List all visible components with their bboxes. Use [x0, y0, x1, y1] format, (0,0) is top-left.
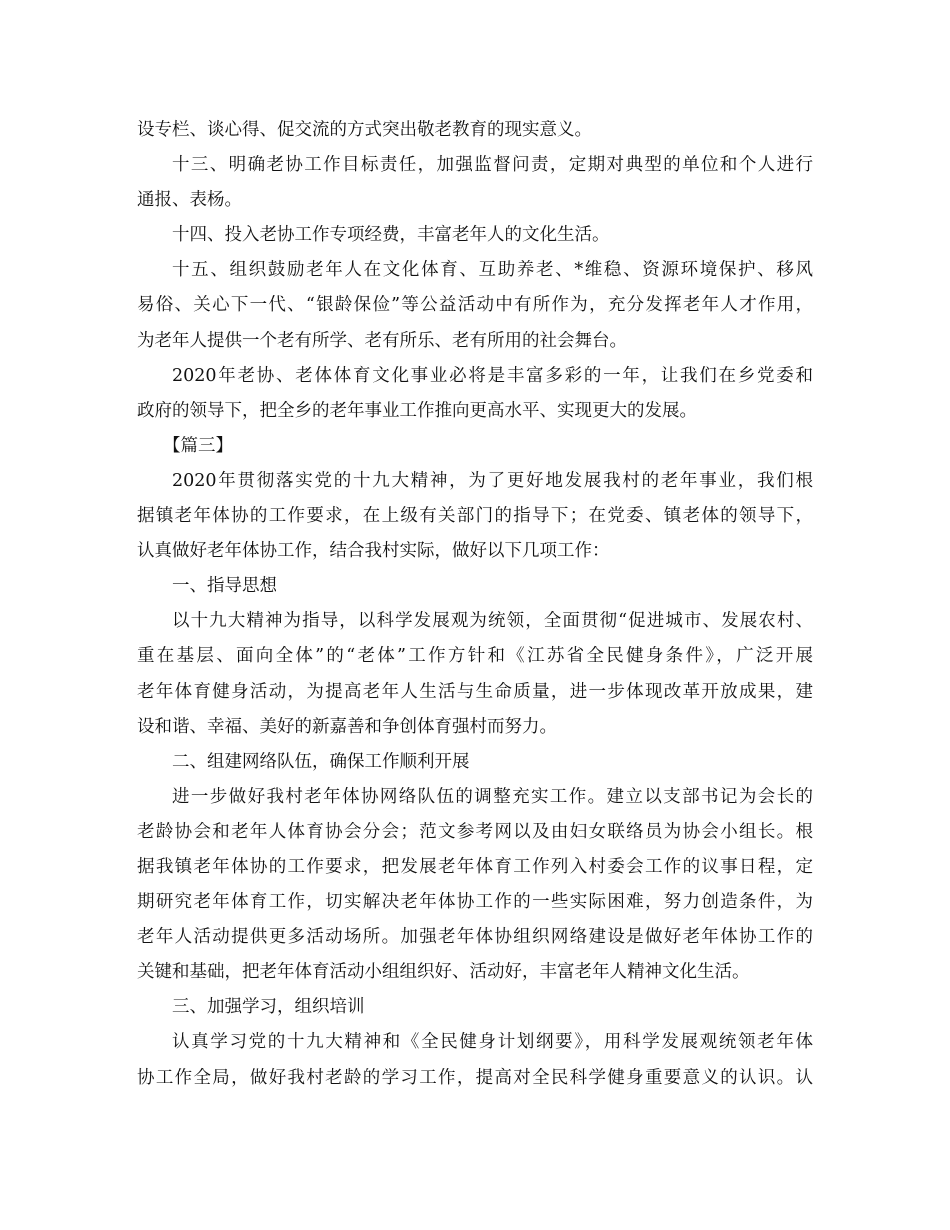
- text-line: 期研究老年体育工作，切实解决老年体协工作的一些实际困难，努力创造条件，为: [137, 892, 813, 913]
- section-heading: 三、加强学习，组织培训: [172, 997, 365, 1018]
- text-line: 通报、表杨。: [137, 190, 242, 211]
- text-line: 重在基层、面向全体”的“老体”工作方针和《江苏省全民健身条件》，广泛开展: [137, 646, 813, 667]
- text-line: 为老年人提供一个老有所学、老有所乐、老有所用的社会舞台。: [137, 330, 627, 351]
- text-line: 老龄协会和老年人体育协会分会；范文参考网以及由妇女联络员为协会小组长。根: [137, 821, 813, 842]
- text-line: 以十九大精神为指导，以科学发展观为统领，全面贯彻“促进城市、发展农村、: [172, 611, 813, 632]
- text-line: 政府的领导下，把全乡的老年事业工作推向更高水平、实现更大的发展。: [137, 400, 697, 421]
- text-line: 十四、投入老协工作专项经费，丰富老年人的文化生活。: [172, 225, 610, 246]
- text-line: 据镇老年体协的工作要求，在上级有关部门的指导下；在党委、镇老体的领导下，: [137, 506, 813, 527]
- text-line: 老年体育健身活动，为提高老年人生活与生命质量，进一步体现改革开放成果，建: [137, 681, 813, 702]
- text-line: 2020年贯彻落实党的十九大精神，为了更好地发展我村的老年事业，我们根: [172, 470, 813, 491]
- text-line: 十三、明确老协工作目标责任，加强监督问责，定期对典型的单位和个人进行: [172, 155, 813, 176]
- text-line: 十五、组织鼓励老年人在文化体育、互助养老、*维稳、资源环境保护、移风: [172, 260, 813, 281]
- text-line: 进一步做好我村老年体协网络队伍的调整充实工作。建立以支部书记为会长的: [172, 786, 813, 807]
- text-line: 2020年老协、老体体育文化事业必将是丰富多彩的一年，让我们在乡党委和: [172, 365, 813, 386]
- section-heading: 二、组建网络队伍，确保工作顺利开展: [172, 751, 470, 772]
- text-line: 协工作全局，做好我村老龄的学习工作，提高对全民科学健身重要意义的认识。认: [137, 1067, 813, 1088]
- text-line: 认真学习党的十九大精神和《全民健身计划纲要》，用科学发展观统领老年体: [172, 1032, 813, 1053]
- document-body: [137, 113, 813, 1096]
- section-heading: 一、指导思想: [172, 576, 277, 597]
- text-line: 设专栏、谈心得、促交流的方式突出敬老教育的现实意义。: [137, 120, 592, 140]
- text-line: 据我镇老年体协的工作要求，把发展老年体育工作列入村委会工作的议事日程，定: [137, 856, 813, 877]
- text-line: 易俗、关心下一代、“银龄保俭”等公益活动中有所作为，充分发挥老年人才作用，: [137, 295, 813, 316]
- text-line: 老年人活动提供更多活动场所。加强老年体协组织网络建设是做好老年体协工作的: [137, 927, 813, 948]
- text-line: 设和谐、幸福、美好的新嘉善和争创体育强村而努力。: [137, 716, 557, 737]
- section-heading: 【篇三】: [163, 435, 233, 456]
- text-line: 认真做好老年体协工作，结合我村实际，做好以下几项工作：: [137, 541, 610, 562]
- text-line: 关键和基础，把老年体育活动小组组织好、活动好，丰富老年人精神文化生活。: [137, 962, 750, 983]
